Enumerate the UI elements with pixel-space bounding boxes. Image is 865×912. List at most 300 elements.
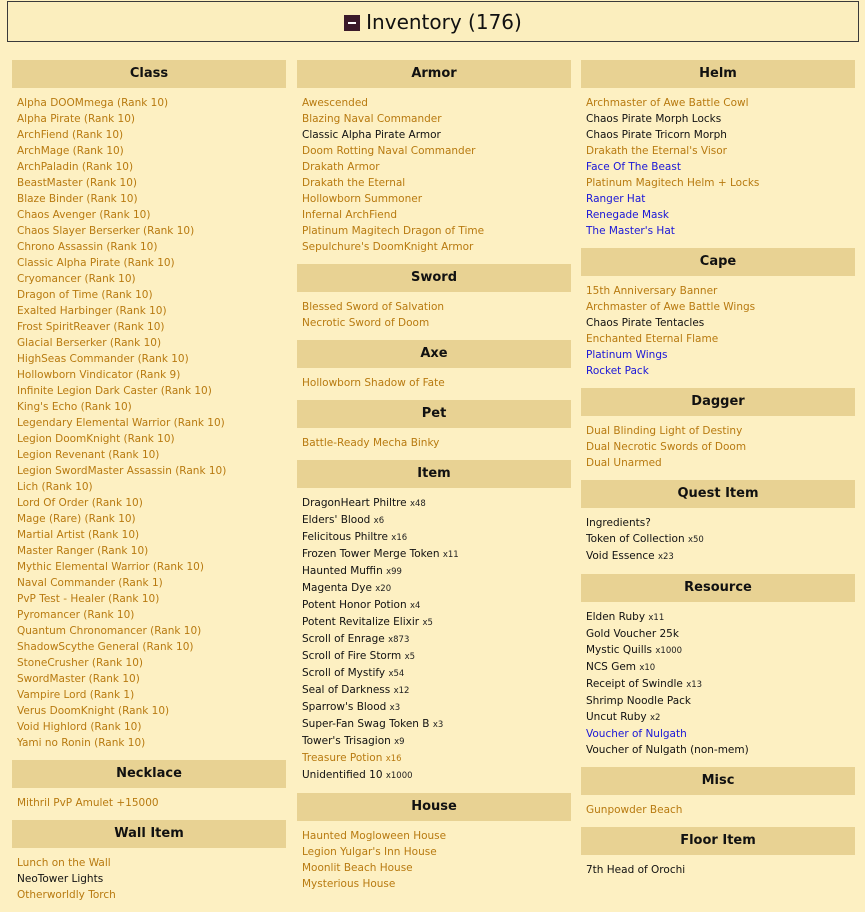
item-name: ArchFiend (Rank 10) [17,129,124,141]
inventory-item[interactable] [302,631,566,648]
item-name: King's Echo (Rank 10) [17,401,132,413]
inventory-item[interactable] [17,415,281,431]
inventory-item[interactable] [586,191,850,207]
item-name: Pyromancer (Rank 10) [17,609,135,621]
section-item-list [297,488,571,793]
item-name: Ingredients? [586,517,651,529]
item-quantity: x99 [386,567,402,577]
inventory-item[interactable] [302,682,566,699]
inventory-item[interactable] [302,299,566,315]
item-name: Void Highlord (Rank 10) [17,721,142,733]
inventory-item[interactable] [302,191,566,207]
item-name: Scroll of Enrage [302,633,385,645]
item-name: Chaos Pirate Tentacles [586,317,705,329]
inventory-item[interactable] [586,315,850,331]
inventory-item[interactable] [586,455,850,471]
item-quantity: x12 [393,686,410,696]
item-name: NCS Gem [586,661,637,673]
item-quantity: x6 [373,516,385,526]
inventory-item[interactable] [302,512,566,529]
item-name: BeastMaster (Rank 10) [17,177,138,189]
inventory-item[interactable] [17,431,281,447]
item-name: Felicitous Philtre [302,531,388,543]
item-name: The Master's Hat [586,225,675,237]
inventory-item[interactable] [302,175,566,191]
item-name: Infernal ArchFiend [302,209,398,221]
inventory-item[interactable] [17,511,281,527]
section-header-necklace[interactable]: Necklace [12,760,286,788]
inventory-item[interactable] [17,735,281,751]
inventory-item[interactable] [17,367,281,383]
item-name: Blazing Naval Commander [302,113,442,125]
inventory-item[interactable] [586,347,850,363]
item-name: Voucher of Nulgath (non-mem) [586,744,749,756]
item-name: Classic Alpha Pirate (Rank 10) [17,257,175,269]
inventory-item[interactable] [17,95,281,111]
item-quantity: x54 [388,669,405,679]
section-header-floor-item[interactable]: Floor Item [581,827,855,855]
item-name: Sparrow's Blood [302,701,387,713]
item-name: Elders' Blood [302,514,371,526]
item-name: Legendary Elemental Warrior (Rank 10) [17,417,225,429]
item-name: 15th Anniversary Banner [586,285,718,297]
inventory-item[interactable] [17,271,281,287]
item-name: Frost SpiritReaver (Rank 10) [17,321,165,333]
inventory-item[interactable] [586,159,850,175]
item-name: Void Essence [586,550,655,562]
item-name: Drakath Armor [302,161,380,173]
section-item-list [581,276,855,388]
item-name: Uncut Ruby [586,711,647,723]
item-name: SwordMaster (Rank 10) [17,673,140,685]
section-resource [581,574,855,767]
item-name: Legion DoomKnight (Rank 10) [17,433,175,445]
inventory-item[interactable] [586,626,850,642]
item-quantity: x20 [375,584,392,594]
item-name: Blessed Sword of Salvation [302,301,445,313]
item-name: Hollowborn Vindicator (Rank 9) [17,369,181,381]
item-name: Lord Of Order (Rank 10) [17,497,143,509]
inventory-item[interactable] [302,828,566,844]
section-misc [581,767,855,827]
inventory-item[interactable] [586,331,850,347]
item-name: Dual Unarmed [586,457,662,469]
inventory-item[interactable] [302,767,566,784]
item-quantity: x23 [657,552,674,562]
inventory-item[interactable] [17,351,281,367]
item-name: Hollowborn Summoner [302,193,423,205]
item-name: Mysterious House [302,878,396,890]
item-name: ArchPaladin (Rank 10) [17,161,134,173]
inventory-item[interactable] [586,609,850,626]
inventory-item[interactable] [586,676,850,693]
item-name: Battle-Ready Mecha Binky [302,437,440,449]
item-name: Otherworldly Torch [17,889,116,901]
section-header-quest-item[interactable]: Quest Item [581,480,855,508]
inventory-item[interactable] [302,876,566,892]
inventory-item[interactable] [302,580,566,597]
item-quantity: x3 [432,720,444,730]
inventory-item[interactable] [302,159,566,175]
inventory-item[interactable] [17,575,281,591]
item-name: Archmaster of Awe Battle Wings [586,301,756,313]
item-name: Chaos Slayer Berserker (Rank 10) [17,225,195,237]
inventory-item[interactable] [586,659,850,676]
item-name: Quantum Chronomancer (Rank 10) [17,625,202,637]
item-name: Moonlit Beach House [302,862,413,874]
inventory-item[interactable] [586,709,850,726]
section-item-list [581,508,855,574]
inventory-item[interactable] [17,191,281,207]
item-name: Scroll of Mystify [302,667,386,679]
item-quantity: x873 [388,635,410,645]
item-name: Rocket Pack [586,365,649,377]
item-name: Haunted Muffin [302,565,383,577]
item-name: Scroll of Fire Storm [302,650,402,662]
section-armor [297,60,571,264]
item-name: StoneCrusher (Rank 10) [17,657,143,669]
item-name: Legion SwordMaster Assassin (Rank 10) [17,465,227,477]
item-name: ArchMage (Rank 10) [17,145,124,157]
item-quantity: x1000 [655,646,683,656]
item-name: ShadowScythe General (Rank 10) [17,641,194,653]
section-header-dagger[interactable]: Dagger [581,388,855,416]
item-name: Naval Commander (Rank 1) [17,577,163,589]
inventory-item[interactable] [586,642,850,659]
inventory-item[interactable] [302,546,566,563]
item-name: Chaos Pirate Tricorn Morph [586,129,727,141]
inventory-item[interactable] [17,887,281,903]
section-cape [581,248,855,388]
item-name: Renegade Mask [586,209,670,221]
item-name: Mage (Rare) (Rank 10) [17,513,136,525]
item-name: Gold Voucher 25k [586,628,679,640]
section-header-axe[interactable]: Axe [297,340,571,368]
inventory-item[interactable] [302,733,566,750]
item-name: Shrimp Noodle Pack [586,695,692,707]
item-name: Exalted Harbinger (Rank 10) [17,305,167,317]
item-name: NeoTower Lights [17,873,104,885]
item-quantity: x10 [639,663,656,673]
inventory-item[interactable] [302,860,566,876]
section-quest-item [581,480,855,574]
inventory-item[interactable] [586,175,850,191]
inventory-item[interactable] [586,802,850,818]
inventory-item[interactable] [586,439,850,455]
inventory-item[interactable] [17,703,281,719]
inventory-item[interactable] [17,383,281,399]
inventory-item[interactable] [586,95,850,111]
item-name: Classic Alpha Pirate Armor [302,129,441,141]
inventory-item[interactable] [17,207,281,223]
inventory-item[interactable] [17,239,281,255]
section-header-misc[interactable]: Misc [581,767,855,795]
item-name: Master Ranger (Rank 10) [17,545,149,557]
collapse-icon[interactable] [344,15,360,31]
section-header-pet[interactable]: Pet [297,400,571,428]
item-name: Archmaster of Awe Battle Cowl [586,97,749,109]
section-item-list [297,428,571,460]
item-quantity: x11 [442,550,459,560]
item-name: Legion Revenant (Rank 10) [17,449,160,461]
inventory-item[interactable] [17,655,281,671]
item-name: Potent Honor Potion [302,599,407,611]
inventory-item[interactable] [302,315,566,331]
section-header-class[interactable]: Class [12,60,286,88]
item-name: Blaze Binder (Rank 10) [17,193,138,205]
section-item-list [12,848,286,912]
inventory-item[interactable] [302,648,566,665]
item-quantity: x16 [385,754,402,764]
item-name: Awescended [302,97,368,109]
item-name: DragonHeart Philtre [302,497,407,509]
item-name: Voucher of Nulgath [586,728,687,740]
section-item-list [581,602,855,767]
inventory-item[interactable] [17,223,281,239]
item-name: Lunch on the Wall [17,857,111,869]
section-wall-item [12,820,286,912]
section-item-list [12,88,286,760]
item-name: PvP Test - Healer (Rank 10) [17,593,160,605]
inventory-item[interactable] [302,716,566,733]
inventory-item[interactable] [586,515,850,531]
item-name: Chaos Avenger (Rank 10) [17,209,151,221]
inventory-item[interactable] [586,299,850,315]
item-name: Yami no Ronin (Rank 10) [17,737,146,749]
section-class [12,60,286,760]
inventory-item[interactable] [17,543,281,559]
item-name: Cryomancer (Rank 10) [17,273,136,285]
item-name: Ranger Hat [586,193,646,205]
section-pet [297,400,571,460]
item-name: Hollowborn Shadow of Fate [302,377,445,389]
item-name: Chaos Pirate Morph Locks [586,113,722,125]
item-name: HighSeas Commander (Rank 10) [17,353,189,365]
inventory-item[interactable] [17,111,281,127]
item-quantity: x9 [394,737,405,747]
inventory-item[interactable] [17,671,281,687]
inventory-item[interactable] [302,495,566,512]
item-name: Drakath the Eternal [302,177,406,189]
item-name: Haunted Mogloween House [302,830,447,842]
inventory-item[interactable] [17,175,281,191]
item-name: Unidentified 10 [302,769,383,781]
item-quantity: x2 [649,713,661,723]
item-name: Treasure Potion [302,752,383,764]
inventory-item[interactable] [586,742,850,758]
item-name: Platinum Wings [586,349,668,361]
inventory-item[interactable] [17,319,281,335]
item-name: Token of Collection [586,533,685,545]
inventory-item[interactable] [17,607,281,623]
inventory-item[interactable] [17,287,281,303]
inventory-item[interactable] [586,548,850,565]
item-name: Potent Revitalize Elixir [302,616,420,628]
inventory-item[interactable] [302,111,566,127]
inventory-item[interactable] [17,719,281,735]
item-quantity: x1000 [385,771,413,781]
item-name: Platinum Magitech Helm + Locks [586,177,760,189]
inventory-item[interactable] [302,699,566,716]
column-3 [581,60,855,887]
item-name: Face Of The Beast [586,161,681,173]
item-name: Mithril PvP Amulet +15000 [17,797,159,809]
inventory-item[interactable] [586,363,850,379]
section-header-helm[interactable]: Helm [581,60,855,88]
item-name: 7th Head of Orochi [586,864,686,876]
section-item-list [581,795,855,827]
inventory-item[interactable] [302,563,566,580]
inventory-item[interactable] [302,597,566,614]
inventory-item[interactable] [17,623,281,639]
item-name: Platinum Magitech Dragon of Time [302,225,485,237]
item-name: Seal of Darkness [302,684,391,696]
item-name: Gunpowder Beach [586,804,683,816]
item-name: Legion Yulgar's Inn House [302,846,437,858]
item-name: Drakath the Eternal's Visor [586,145,727,157]
item-name: Chrono Assassin (Rank 10) [17,241,158,253]
inventory-item[interactable] [17,795,281,811]
inventory-item[interactable] [302,95,566,111]
item-name: Sepulchure's DoomKnight Armor [302,241,474,253]
section-item-list [581,88,855,248]
section-item-list [297,88,571,264]
item-name: Lich (Rank 10) [17,481,93,493]
section-item-list [12,788,286,820]
item-name: Alpha DOOMmega (Rank 10) [17,97,169,109]
section-house [297,793,571,901]
section-necklace [12,760,286,820]
section-axe [297,340,571,400]
section-header-item[interactable]: Item [297,460,571,488]
inventory-item[interactable] [302,435,566,451]
page-title: Inventory (176) [366,9,522,34]
inventory-item[interactable] [17,399,281,415]
item-quantity: x5 [404,652,416,662]
inventory-item[interactable] [586,726,850,742]
inventory-item[interactable] [302,143,566,159]
item-name: Glacial Berserker (Rank 10) [17,337,162,349]
section-item-list [581,855,855,887]
item-quantity: x50 [687,535,704,545]
item-quantity: x5 [422,618,433,628]
inventory-item[interactable] [17,159,281,175]
section-header-wall-item[interactable]: Wall Item [12,820,286,848]
inventory-item[interactable] [586,693,850,709]
section-header-cape[interactable]: Cape [581,248,855,276]
inventory-item[interactable] [17,447,281,463]
section-item-list [297,821,571,901]
inventory-item[interactable] [302,239,566,255]
inventory-item[interactable] [302,750,566,767]
inventory-header [7,1,859,42]
item-name: Dual Necrotic Swords of Doom [586,441,747,453]
section-header-resource[interactable]: Resource [581,574,855,602]
inventory-item[interactable] [17,255,281,271]
item-quantity: x48 [409,499,426,509]
item-quantity: x13 [686,680,703,690]
item-name: Martial Artist (Rank 10) [17,529,140,541]
inventory-item[interactable] [17,591,281,607]
inventory-item[interactable] [302,375,566,391]
inventory-item[interactable] [302,844,566,860]
item-quantity: x4 [409,601,421,611]
item-name: Enchanted Eternal Flame [586,333,719,345]
section-floor-item [581,827,855,887]
item-quantity: x16 [391,533,408,543]
inventory-item[interactable] [586,111,850,127]
inventory-item[interactable] [302,207,566,223]
item-name: Super-Fan Swag Token B [302,718,430,730]
inventory-item[interactable] [586,423,850,439]
inventory-item[interactable] [586,531,850,548]
section-item-list [581,416,855,480]
inventory-item[interactable] [17,479,281,495]
inventory-item[interactable] [17,463,281,479]
inventory-item[interactable] [17,855,281,871]
column-1 [12,60,286,912]
item-name: Magenta Dye [302,582,372,594]
item-name: Receipt of Swindle [586,678,683,690]
inventory-item[interactable] [302,127,566,143]
inventory-item[interactable] [302,529,566,546]
section-item-list [297,368,571,400]
item-quantity: x11 [648,613,665,623]
column-2 [297,60,571,901]
section-header-armor[interactable]: Armor [297,60,571,88]
item-name: Frozen Tower Merge Token [302,548,440,560]
inventory-item[interactable] [302,665,566,682]
inventory-item[interactable] [17,495,281,511]
item-quantity: x3 [389,703,401,713]
item-name: Alpha Pirate (Rank 10) [17,113,136,125]
inventory-item[interactable] [17,871,281,887]
inventory-item[interactable] [17,639,281,655]
item-name: Mythic Elemental Warrior (Rank 10) [17,561,204,573]
item-name: Verus DoomKnight (Rank 10) [17,705,170,717]
inventory-item[interactable] [17,559,281,575]
section-header-sword[interactable]: Sword [297,264,571,292]
item-name: Elden Ruby [586,611,646,623]
inventory-item[interactable] [17,335,281,351]
item-name: Doom Rotting Naval Commander [302,145,476,157]
inventory-item[interactable] [586,207,850,223]
inventory-item[interactable] [586,862,850,878]
section-helm [581,60,855,248]
inventory-item[interactable] [17,143,281,159]
item-name: Necrotic Sword of Doom [302,317,430,329]
inventory-item[interactable] [17,687,281,703]
inventory-item[interactable] [586,143,850,159]
item-name: Dual Blinding Light of Destiny [586,425,743,437]
inventory-item[interactable] [17,303,281,319]
section-dagger [581,388,855,480]
inventory-item[interactable] [586,223,850,239]
inventory-item[interactable] [586,127,850,143]
section-header-house[interactable]: House [297,793,571,821]
item-name: Dragon of Time (Rank 10) [17,289,153,301]
inventory-item[interactable] [302,614,566,631]
item-name: Tower's Trisagion [302,735,391,747]
inventory-item[interactable] [302,223,566,239]
section-sword [297,264,571,340]
inventory-item[interactable] [17,127,281,143]
inventory-item[interactable] [17,527,281,543]
inventory-item[interactable] [586,283,850,299]
item-name: Mystic Quills [586,644,653,656]
item-name: Vampire Lord (Rank 1) [17,689,135,701]
item-name: Infinite Legion Dark Caster (Rank 10) [17,385,212,397]
